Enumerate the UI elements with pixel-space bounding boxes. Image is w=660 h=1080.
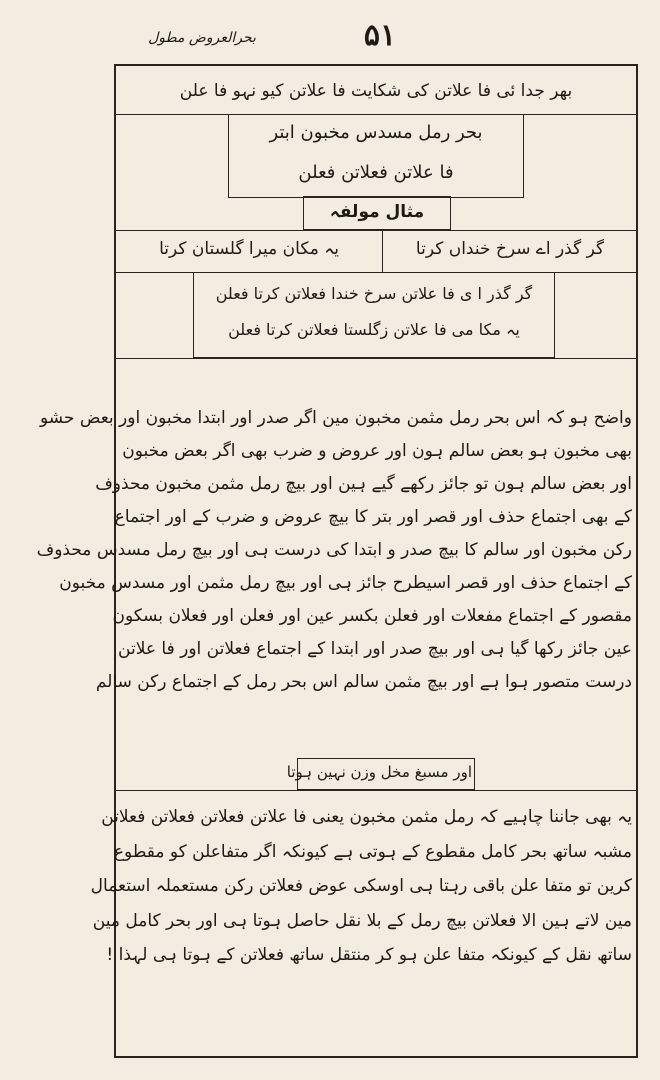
text-line: اور بعض سالم ہون تو جائز رکھے گیے ہین اور بیچ رمل مثمن مخبون محذوف [95, 474, 632, 494]
text-line: بھی مخبون ہو بعض سالم ہون اور عروض و ضرب بھی اگر بعض مخبون [122, 441, 632, 461]
example-verse-1: گر گذر اے سرخ خنداں کرتا [415, 239, 605, 259]
body-paragraph-1 [36, 402, 632, 699]
text-line: مین لاتے ہین الا فعلاتن بیچ رمل کے بلا نقل حاصل ہوتا ہی اور بحر کامل مین [92, 910, 632, 931]
text-line: درست متصور ہوا ہے اور بیچ مثمن سالم اس بحر رمل کے اجتماع رکن سالم [95, 672, 632, 692]
text-line: مقصور کے اجتماع مفعلات اور فعلن بکسر عین اور فعلن اور فعلان بسکون [112, 606, 632, 626]
text-line: کے بھی اجتماع حذف اور قصر اور بتر کا بیچ عروض و ضرب کے اور اجتماع [114, 507, 632, 527]
running-title: بحرالعروض مطول [148, 30, 256, 46]
text-line: کے اجتماع حذف اور قصر اسیطرح جائز ہی اور بیچ رمل مثمن اور مسدس مخبون [59, 573, 632, 593]
verse-row-text: بھر جدا ئی فا علاتن کی شکایت فا علاتن کیو نہو فا علن [179, 81, 573, 101]
page-number: ۵۱ [363, 18, 397, 53]
meter-name: بحر رمل مسدس مخبون ابتر [269, 122, 483, 143]
text-line: کرین تو متفا علن باقی رہتا ہی اوسکی عوض فعلاتن رکن مستعملہ استعمال [90, 876, 632, 897]
text-line: ساتھ نقل کے کیونکہ متفا علن ہو کر منتقل ساتھ فعلاتن کے ہوتا ہی لہذا ! [106, 945, 632, 966]
text-line: واضح ہو کہ اس بحر رمل مثمن مخبون مین اگر صدر اور ابتدا مخبون اور بعض حشو [40, 408, 632, 428]
text-line: عین جائز رکھا گیا ہی اور بیچ صدر اور ابتدا کے اجتماع فعلاتن اور فا علاتن [118, 639, 632, 659]
rule-para-divider [114, 790, 638, 791]
text-line: یہ بھی جاننا چاہیے کہ رمل مثمن مخبون یعنی فا علاتن فعلاتن فعلاتن فعلاتن [101, 807, 632, 827]
text-line: رکن مخبون اور سالم کا بیچ صدر و ابتدا کی درست ہی اور بیچ رمل مسدس محذوف [36, 540, 632, 560]
paragraph-tail: اور مسبغ مخل وزن نہین ہوتا [286, 763, 472, 781]
scansion-line-1: گر گذر ا ی فا علاتن سرخ خندا فعلاتن کرتا فعلن [215, 284, 533, 303]
body-paragraph-2 [90, 800, 632, 973]
rule-table-bottom [114, 358, 638, 359]
example-verse-2: یہ مکان میرا گلستان کرتا [159, 239, 339, 259]
example-label: مثال مولفہ [329, 202, 425, 222]
scansion-line-2: یہ مکا می فا علاتن زگلستا فعلاتن کرتا فعلن [228, 320, 520, 339]
example-divider [382, 230, 383, 272]
rule-example-top [114, 230, 638, 231]
meter-feet: فا علاتن فعلاتن فعلن [298, 162, 454, 183]
text-line: مشبہ ساتھ بحر کامل مقطوع کے ہوتی ہے کیونکہ اگر متفاعلن کو مقطوع [113, 841, 632, 862]
